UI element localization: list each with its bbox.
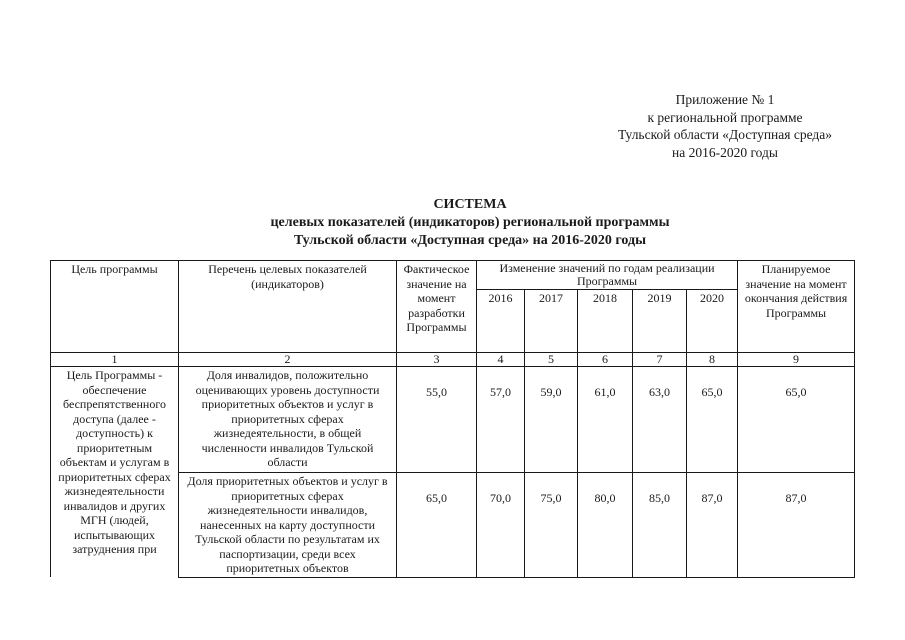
planned-value: 65,0 (738, 367, 855, 473)
year-value: 65,0 (687, 367, 738, 473)
planned-value: 87,0 (738, 473, 855, 578)
column-number: 3 (397, 353, 477, 367)
column-number: 7 (633, 353, 687, 367)
header-planned: Планируемое значение на момент окончания действия Программы (738, 261, 855, 353)
appendix-line: Приложение № 1 (675, 92, 775, 107)
page-cutoff (40, 584, 870, 640)
year-value: 59,0 (525, 367, 578, 473)
indicator-cell: Доля приоритетных объектов и услуг в приоритетных сферах жизнедеятельности инвалидов, нанесенных на карту доступности Тульской области по результатам их паспортизации, среди всех приоритетных объектов (179, 473, 397, 578)
indicators-table (50, 260, 855, 578)
header-year: 2016 (477, 290, 525, 353)
document-title (150, 196, 790, 250)
column-number: 5 (525, 353, 578, 367)
header-year: 2020 (687, 290, 738, 353)
column-number: 2 (179, 353, 397, 367)
title-line: СИСТЕМА (433, 197, 507, 212)
actual-value: 55,0 (397, 367, 477, 473)
header-changes: Изменение значений по годам реализации Программы (477, 261, 738, 290)
header-year: 2018 (578, 290, 633, 353)
year-value: 57,0 (477, 367, 525, 473)
appendix-block (560, 91, 890, 161)
appendix-line: на 2016-2020 годы (672, 144, 778, 160)
title-line: Тульской области «Доступная среда» на 2016-2020 годы (293, 233, 647, 248)
column-number: 8 (687, 353, 738, 367)
appendix-line: к региональной программе (647, 109, 803, 125)
year-value: 75,0 (525, 473, 578, 578)
header-actual: Фактическое значение на момент разработки Программы (397, 261, 477, 353)
column-number: 9 (738, 353, 855, 367)
year-value: 63,0 (633, 367, 687, 473)
goal-cell: Цель Программы - обеспечение беспрепятственного доступа (далее - доступность) к приоритетным объектам и услугам в приоритетных сферах жизнедеятельности инвалидов и других МГН (людей, испытывающих затруднения при (51, 367, 179, 578)
year-value: 80,0 (578, 473, 633, 578)
appendix-line: Тульской области «Доступная среда» (617, 127, 833, 142)
column-number: 6 (578, 353, 633, 367)
title-line: целевых показателей (индикаторов) региональной программы (270, 215, 670, 230)
header-goal: Цель программы (51, 261, 179, 353)
year-value: 87,0 (687, 473, 738, 578)
header-year: 2019 (633, 290, 687, 353)
table-row (51, 367, 855, 473)
year-value: 70,0 (477, 473, 525, 578)
year-value: 61,0 (578, 367, 633, 473)
year-value: 85,0 (633, 473, 687, 578)
column-number: 4 (477, 353, 525, 367)
header-year: 2017 (525, 290, 578, 353)
column-number: 1 (51, 353, 179, 367)
actual-value: 65,0 (397, 473, 477, 578)
column-numbers-row (51, 353, 855, 367)
header-indicators: Перечень целевых показателей (индикаторов) (179, 261, 397, 353)
indicator-cell: Доля инвалидов, положительно оценивающих уровень доступности приоритетных объектов и услуг в приоритетных сферах жизнедеятельности, в общей численности инвалидов Тульской области (179, 367, 397, 473)
